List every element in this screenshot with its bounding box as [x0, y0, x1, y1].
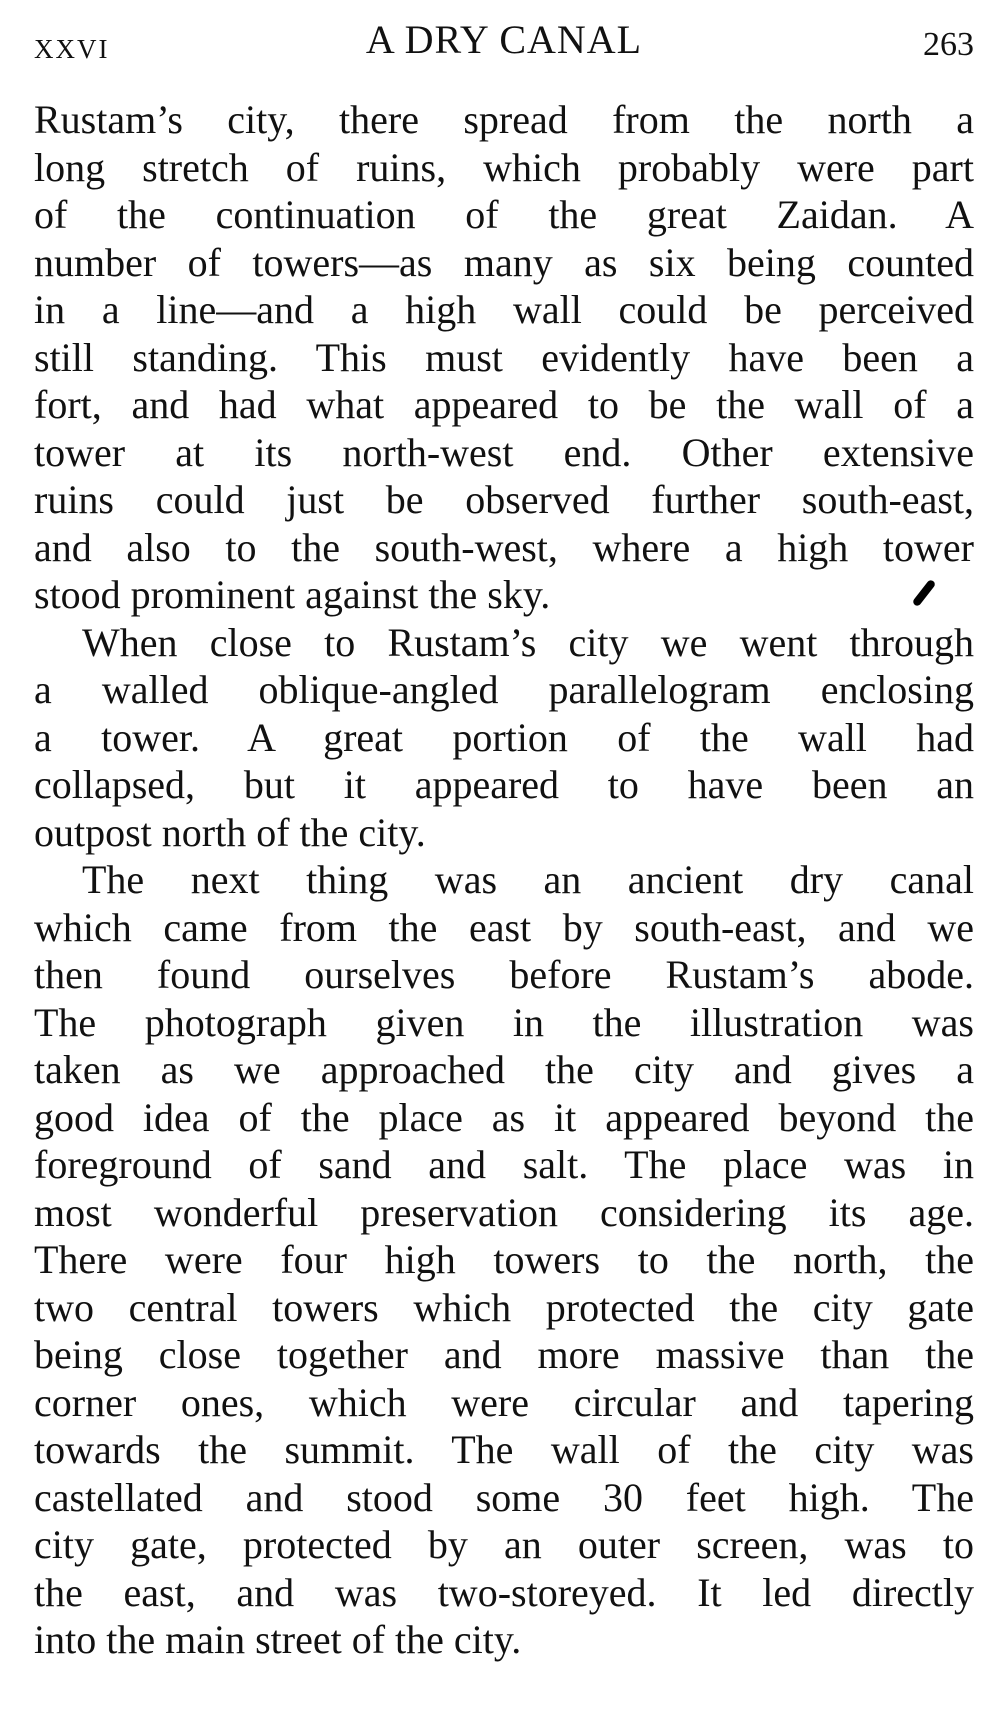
- text-line: which came from the east by south-east, and we: [34, 904, 974, 950]
- text-line: in a line—and a high wall could be perceived: [34, 287, 974, 332]
- text-line: a tower. A great portion of the wall had: [34, 714, 974, 760]
- chapter-title: A DRY CANAL: [365, 17, 643, 62]
- text-line: stood prominent against the sky.: [34, 572, 551, 617]
- text-line: When close to Rustam’s city we went through: [82, 619, 974, 665]
- text-line: collapsed, but it appeared to have been an: [34, 762, 974, 807]
- text-line: tower at its north-west end. Other extensive: [34, 429, 974, 475]
- text-line: foreground of sand and salt. The place was in: [34, 1142, 974, 1187]
- text-line: the east, and was two-storeyed. It led directly: [34, 1569, 974, 1615]
- text-line: long stretch of ruins, which probably were part: [34, 144, 974, 190]
- text-line: Rustam’s city, there spread from the north a: [34, 97, 974, 142]
- text-line: There were four high towers to the north, the: [34, 1237, 974, 1282]
- text-line: still standing. This must evidently have been a: [34, 334, 974, 380]
- text-line: good idea of the place as it appeared beyond the: [34, 1094, 974, 1140]
- page-number: 263: [923, 26, 974, 63]
- text-line: towards the summit. The wall of the city was: [34, 1427, 974, 1472]
- text-line: city gate, protected by an outer screen, was to: [34, 1522, 974, 1567]
- text-line: into the main street of the city.: [34, 1617, 522, 1662]
- text-line: of the continuation of the great Zaidan. A: [34, 192, 974, 237]
- body-text: [34, 96, 974, 1664]
- text-line: a walled oblique-angled parallelogram enclosing: [34, 667, 974, 712]
- text-line: two central towers which protected the city gate: [34, 1284, 974, 1330]
- chapter-number: XXVI: [34, 34, 110, 64]
- text-line: and also to the south-west, where a high tower: [34, 524, 974, 570]
- text-line: most wonderful preservation considering its age.: [34, 1189, 974, 1235]
- text-line: outpost north of the city.: [34, 809, 426, 855]
- text-line: ruins could just be observed further south-east,: [34, 477, 974, 522]
- running-head: [34, 14, 974, 70]
- paragraph-2: [34, 619, 974, 857]
- text-line: fort, and had what appeared to be the wall of a: [34, 382, 974, 427]
- text-line: being close together and more massive than the: [34, 1332, 974, 1377]
- text-line: corner ones, which were circular and tapering: [34, 1379, 974, 1425]
- text-line: taken as we approached the city and gives a: [34, 1047, 974, 1092]
- paragraph-1: [34, 96, 974, 619]
- text-line: then found ourselves before Rustam’s abode.: [34, 952, 974, 997]
- paragraph-3: [34, 856, 974, 1664]
- text-line: castellated and stood some 30 feet high. The: [34, 1474, 974, 1520]
- text-line: number of towers—as many as six being counted: [34, 239, 974, 285]
- text-line: The photograph given in the illustration was: [34, 999, 974, 1045]
- text-line: The next thing was an ancient dry canal: [82, 857, 974, 902]
